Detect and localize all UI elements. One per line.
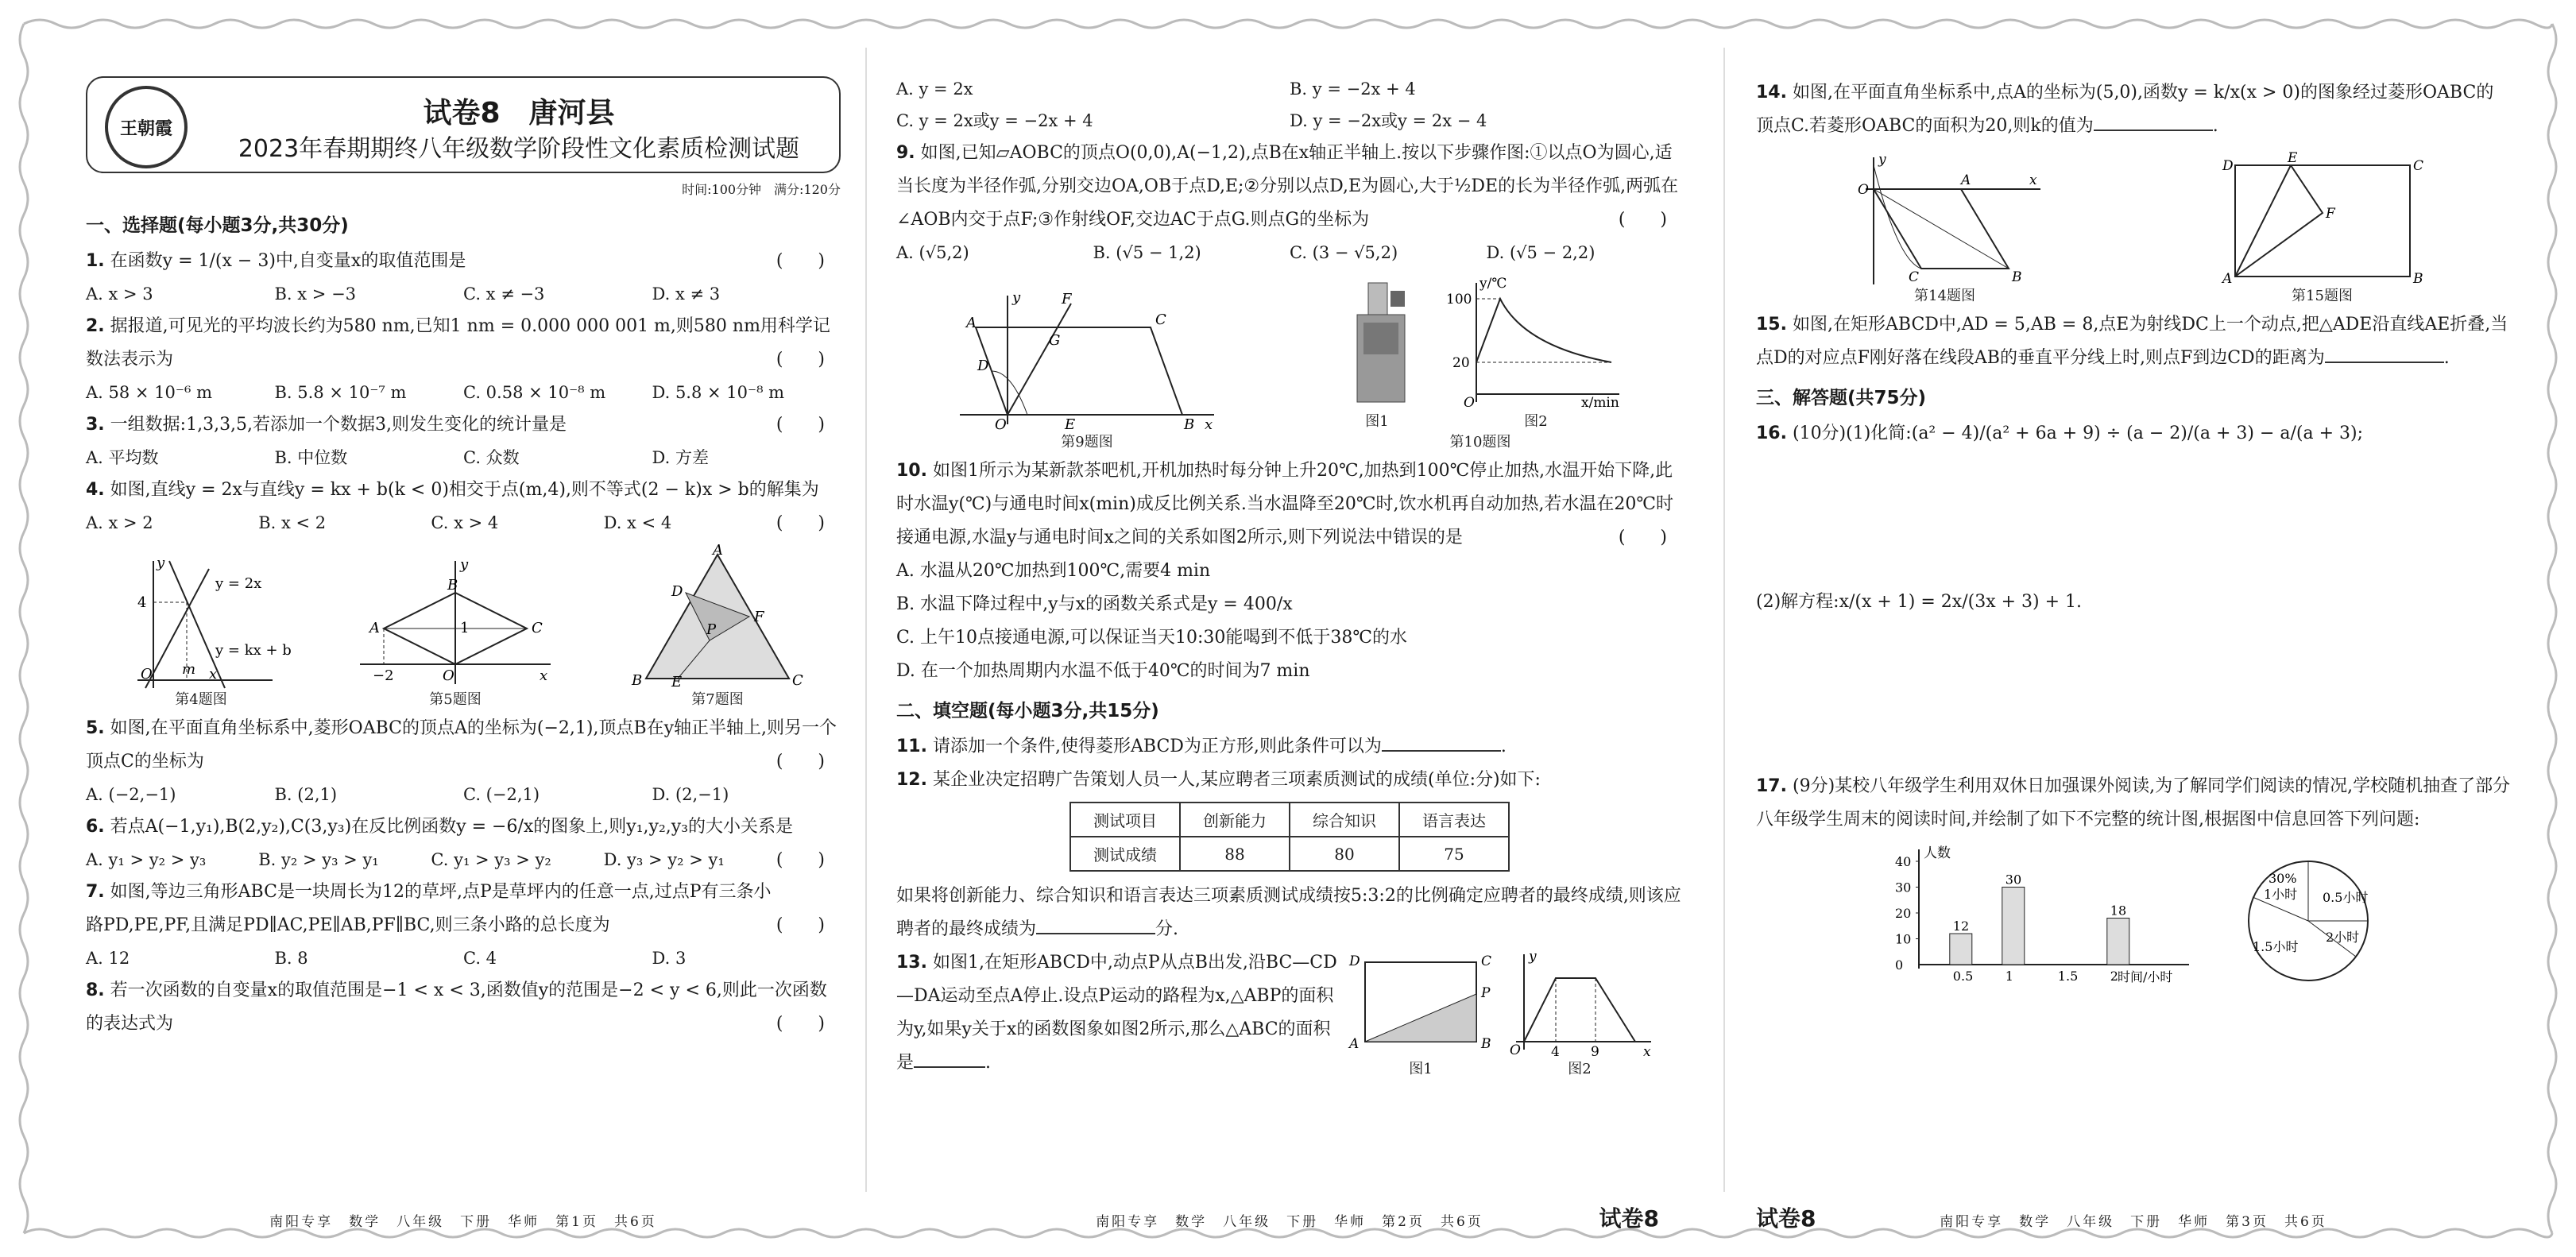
figure-15 (2219, 149, 2426, 305)
bar-value-label: 12 (1952, 919, 1970, 934)
option: C. x > 4 (431, 513, 499, 532)
qnum: 10. (896, 461, 927, 481)
question-13: 13. 如图1,在矩形ABCD中,动点P从点B出发,沿BC—CD—DA运动至点A停止.设点P运动的路程为x,△ABP的面积为y,如果y关于x的函数图象如图2所示,那么△ABC的面积是 . (896, 953, 1337, 1073)
label-e: E (2287, 150, 2297, 166)
y-tick-label: 30 (1895, 880, 1912, 895)
qtext: (10分)(1)化简: (1792, 424, 1912, 443)
label-x: x (1643, 1044, 1651, 1060)
pie-label-1h: 1小时 (2264, 887, 2298, 902)
caption: 第15题图 (2292, 288, 2353, 304)
label-a: A (1349, 1036, 1360, 1052)
x-tick-label: 0.5 (1952, 969, 1974, 984)
label-x: x (540, 667, 548, 684)
tick-4: 4 (1551, 1044, 1560, 1060)
question-16-part2 (1756, 586, 2511, 619)
qnum: 16. (1756, 424, 1787, 443)
logo-text: 王朝霞 (119, 118, 172, 139)
trapezoid-graph (1500, 946, 1659, 1058)
img1-label: 图1 (1365, 413, 1389, 430)
label-y: y (1878, 152, 1886, 168)
figure-13-2 (1500, 946, 1659, 1080)
figure-10-1 (1333, 275, 1421, 431)
label-f: F (754, 609, 764, 625)
label-m2: −2 (373, 667, 394, 684)
label-c: C (1481, 953, 1492, 969)
option: D. y₃ > y₂ > y₁ (603, 850, 725, 869)
score-table (1069, 802, 1510, 872)
qtext: 如图,等边三角形ABC是一块周长为12的草坪,点P是草坪内的任意一点,过点P有三条小路PD,PE,PF,且满足PD∥AC,PE∥AB,PF∥BC,则三条小路的总长度为 (86, 882, 772, 935)
label-c: C (532, 620, 543, 636)
question-13-block (896, 946, 1683, 1080)
answer-paren: ( ) (776, 850, 825, 870)
figures-9-10 (896, 275, 1683, 451)
option: C. y₁ > y₃ > y₂ (431, 850, 551, 869)
y-tick-label: 20 (1895, 906, 1912, 921)
tea-machine-icon (1333, 275, 1421, 410)
figure-4-diagram (122, 553, 292, 688)
table-header: 综合知识 (1290, 803, 1399, 837)
option: B. y = −2x + 4 (1290, 79, 1416, 99)
label-o: O (1510, 1042, 1521, 1058)
qtext: 如果将创新能力、综合知识和语言表达三项素质测试成绩按5:3:2的比例确定应聘者的最终成绩,则该应聘者的最终成绩为 (896, 886, 1681, 939)
bar-value-label: 18 (2110, 903, 2127, 919)
pie-percent: 30% (2269, 871, 2297, 886)
label-l2: y = kx + b (215, 642, 292, 659)
qnum: 13. (896, 953, 927, 973)
qtext: 某企业决定招聘广告策划人员一人,某应聘者三项素质测试的成绩(单位:分)如下: (932, 770, 1541, 790)
answer-paren: ( ) (776, 1014, 825, 1034)
question-12-after (896, 880, 1683, 946)
label-f: F (2325, 206, 2335, 222)
answer-paren: ( ) (1618, 210, 1667, 230)
figure-14-diagram (1842, 149, 2048, 284)
option: A. 平均数 (86, 448, 159, 467)
caption: 第14题图 (1914, 288, 1975, 304)
label-p: P (1481, 985, 1491, 1001)
question-3 (86, 408, 841, 442)
options-7 (86, 942, 841, 974)
footer-page-1: 南阳专享 数学 八年级 下册 华师 第1页 共6页 (269, 1214, 657, 1230)
tick-9: 9 (1591, 1044, 1599, 1060)
label-c: C (1908, 269, 1919, 285)
table-header: 语言表达 (1399, 803, 1509, 837)
option: D. 5.8 × 10⁻⁸ m (652, 383, 785, 402)
label-a: A (966, 315, 977, 331)
caption: 第7题图 (691, 691, 744, 708)
label-x: x (2029, 172, 2037, 188)
option: C. (−2,1) (463, 785, 540, 804)
table-header: 创新能力 (1180, 803, 1290, 837)
table-cell: 测试成绩 (1070, 837, 1180, 871)
answer-blank[interactable] (1036, 914, 1155, 934)
paper-label: 试卷8 (1756, 1205, 1816, 1232)
option: D. y = −2x或y = 2x − 4 (1290, 111, 1487, 130)
options-8 (896, 73, 1683, 137)
options-4 (86, 507, 776, 539)
label-o: O (1857, 182, 1869, 198)
qnum: 7. (86, 882, 105, 902)
label-a: A (1960, 172, 1971, 188)
table-cell: 75 (1399, 837, 1509, 871)
y-label: y/℃ (1479, 276, 1507, 292)
qtext: 如图,直线y = 2x与直线y = kx + b(k < 0)相交于点(m,4),则不等式(2 − k)x > b的解集为 (110, 480, 819, 500)
option-10b: B. 水温下降过程中,y与x的函数关系式是y = 400/x (896, 594, 1293, 614)
label-e: E (1065, 416, 1076, 433)
label-c: C (1155, 311, 1166, 328)
bar (1950, 934, 1972, 965)
option: A. (−2,−1) (86, 785, 176, 804)
option: B. y₂ > y₃ > y₁ (258, 850, 379, 869)
option: B. x > −3 (274, 284, 357, 304)
x-tick-label: 1 (2005, 969, 2013, 984)
label-e: E (671, 674, 683, 690)
x-tick-label: 1.5 (2057, 969, 2079, 984)
label-d: D (2222, 158, 2234, 174)
answer-paren: ( ) (1618, 528, 1667, 547)
qnum: 14. (1756, 83, 1787, 102)
table-row (1070, 837, 1509, 871)
label-y: y (157, 555, 165, 571)
option: C. 0.58 × 10⁻⁸ m (463, 383, 606, 402)
pie-label-05h: 0.5小时 (2323, 890, 2369, 905)
caption: 第4题图 (175, 691, 227, 708)
options-5 (86, 779, 841, 810)
qtext: 若一次函数的自变量x的取值范围是−1 < x < 3,函数值y的范围是−2 < y < 6,则此一次函数的表达式为 (86, 980, 827, 1034)
option: A. x > 2 (86, 513, 153, 532)
bar-chart (1879, 841, 2197, 984)
label-o: O (443, 667, 454, 684)
option: B. (2,1) (274, 785, 338, 804)
answer-space-16-2 (1756, 619, 2511, 770)
option: A. y₁ > y₂ > y₃ (86, 850, 207, 869)
label-c: C (2412, 158, 2423, 174)
tick-100: 100 (1446, 292, 1472, 307)
option: C. y = 2x或y = −2x + 4 (896, 111, 1093, 130)
paper-label: 试卷8 (1599, 1205, 1659, 1232)
options-2 (86, 377, 841, 408)
paper-title: 试卷8 唐河县 (423, 97, 615, 130)
img1-label: 图1 (1409, 1061, 1433, 1077)
figures-14-15 (1756, 149, 2511, 305)
qtext: (9分)某校八年级学生利用双休日加强课外阅读,为了解同学们阅读的情况,学校随机抽查了部分八年级学生周末的阅读时间,并绘制了如下不完整的统计图,根据图中信息回答下列问题: (1756, 776, 2511, 830)
label-x: x (1205, 416, 1213, 433)
expression-2: x/(x + 1) = 2x/(3x + 3) + 1. (1839, 592, 2083, 612)
y-tick-label: 10 (1895, 931, 1912, 947)
answer-paren: ( ) (776, 350, 825, 369)
qnum: 6. (86, 817, 105, 837)
label-y: y (1012, 289, 1021, 306)
label-o: O (995, 416, 1007, 433)
table-header: 测试项目 (1070, 803, 1180, 837)
options-1 (86, 278, 841, 310)
figure-7-diagram (630, 542, 805, 690)
question-16 (1756, 417, 2511, 451)
img2-label: 图2 (1524, 413, 1548, 430)
x-tick-label: 2 (2110, 969, 2118, 984)
option: D. x ≠ 3 (652, 284, 721, 304)
label-d: D (1349, 953, 1360, 969)
answer-paren: ( ) (776, 513, 825, 533)
question-1 (86, 245, 841, 278)
label-b: B (2412, 271, 2423, 287)
question-17 (1756, 770, 2511, 837)
caption: 第10题图 (1449, 434, 1511, 451)
qnum: 1. (86, 251, 105, 271)
label-b: B (447, 577, 458, 594)
question-14: 14. 如图,在平面直角坐标系中,点A的坐标为(5,0),函数y = k/x(x > 0)的图象经过菱形OABC的顶点C.若菱形OABC的面积为20,则k的值为 . (1756, 83, 2494, 136)
unit: 分. (1155, 919, 1179, 939)
qtext: 如图,在平面直角坐标系中,点A的坐标为(5,0),函数y = k/x(x > 0)的图象经过菱形OABC的顶点C.若菱形OABC的面积为20,则k的值为 (1756, 83, 2494, 136)
label-1: 1 (460, 620, 470, 636)
label-c: C (792, 672, 803, 689)
qnum: 4. (86, 480, 105, 500)
question-5 (86, 712, 841, 779)
option: C. x ≠ −3 (463, 284, 545, 304)
label-x: x (209, 666, 218, 683)
figure-15-diagram (2219, 149, 2426, 287)
logo (105, 86, 188, 168)
qtext: 如图,在平面直角坐标系中,菱形OABC的顶点A的坐标为(−2,1),顶点B在y轴正半轴上,则另一个顶点C的坐标为 (86, 718, 837, 772)
qnum: 5. (86, 718, 105, 738)
question-2 (86, 310, 841, 377)
caption: 第5题图 (429, 691, 482, 708)
option-10c: C. 上午10点接通电源,可以保证当天10:30能喝到不低于38℃的水 (896, 628, 1408, 648)
option: D. x < 4 (603, 513, 672, 532)
option: D. 方差 (652, 448, 709, 467)
column-3 (1756, 76, 2511, 1232)
option: A. (√5,2) (896, 243, 969, 262)
qnum: 12. (896, 770, 927, 790)
temperature-graph (1445, 275, 1627, 410)
option: A. 58 × 10⁻⁶ m (86, 383, 212, 402)
answer-blank[interactable] (914, 1047, 985, 1068)
table-row (1070, 803, 1509, 837)
answer-blank[interactable] (2325, 342, 2444, 363)
img2-label: 图2 (1568, 1061, 1592, 1077)
question-15: 15. 如图,在矩形ABCD中,AD = 5,AB = 8,点E为射线DC上一个动点,把△ADE沿直线AE折叠,当点D的对应点F刚好落在线段AB的垂直平分线上时,则点F到边CD的距离为 . (1756, 315, 2508, 368)
option: B. 8 (274, 949, 308, 968)
options-6 (86, 844, 776, 876)
figure-14 (1842, 149, 2048, 305)
label-y: y (1529, 949, 1537, 965)
option: B. 5.8 × 10⁻⁷ m (274, 383, 407, 402)
option: C. 4 (463, 949, 497, 968)
bar (2107, 919, 2129, 965)
qtext: 如图,已知▱AOBC的顶点O(0,0),A(−1,2),点B在x轴正半轴上.按以下步骤作图:①以点O为圆心,适当长度为半径作弧,分别交边OA,OB于点D,E;②分别以点D,E为圆心,大于½DE的长为半径作弧,两弧在∠AOB内交于点F;③作射线OF,交边AC于点G.则点G的坐标为 (896, 143, 1679, 230)
label-l1: y = 2x (215, 575, 262, 592)
label-a: A (713, 542, 723, 559)
option: D. 3 (652, 949, 687, 968)
qnum: 8. (86, 980, 105, 1000)
label-a: A (2222, 271, 2232, 287)
table-cell: 88 (1180, 837, 1290, 871)
statistics-charts (1756, 841, 2511, 984)
label-m: m (182, 661, 196, 678)
label-d: D (671, 583, 683, 600)
section-answer: 三、解答题(共75分) (1756, 388, 1927, 408)
y-tick-label: 0 (1895, 957, 1904, 973)
question-11: 11. 请添加一个条件,使得菱形ABCD为正方形,则此条件可以为 . (896, 730, 1683, 764)
label-4: 4 (137, 594, 147, 611)
figure-10-2 (1445, 275, 1627, 431)
question-7 (86, 876, 841, 942)
qnum: 9. (896, 143, 915, 163)
qtext: (2)解方程: (1756, 592, 1839, 612)
figure-9 (952, 288, 1222, 451)
option-10d: D. 在一个加热周期内水温不低于40℃的时间为7 min (896, 661, 1310, 681)
qnum: 2. (86, 316, 105, 336)
option: B. (√5 − 1,2) (1093, 243, 1201, 262)
label-o: O (141, 666, 153, 683)
paper-subtitle: 2023年春期期终八年级数学阶段性文化素质检测试题 (238, 135, 800, 163)
column-1 (86, 76, 841, 1230)
option: A. x > 3 (86, 284, 153, 304)
option: C. 众数 (463, 448, 520, 467)
qtext: 据报道,可见光的平均波长约为580 nm,已知1 nm = 0.000 000 001 m,则580 nm用科学记数法表示为 (86, 316, 830, 369)
qtext: 如图,在矩形ABCD中,AD = 5,AB = 8,点E为射线DC上一个动点,把△ADE沿直线AE折叠,当点D的对应点F刚好落在线段AB的垂直平分线上时,则点F到边CD的距离为 (1756, 315, 2508, 368)
answer-blank[interactable] (1382, 731, 1501, 752)
label-b: B (1481, 1036, 1491, 1052)
caption: 第9题图 (1061, 434, 1113, 451)
label-d: D (977, 358, 989, 374)
answer-paren: ( ) (776, 915, 825, 935)
label-a: A (369, 620, 380, 636)
x-label: x/min (1581, 395, 1619, 411)
title-box (86, 76, 841, 173)
x-axis-label: 时间/小时 (2118, 969, 2173, 984)
qtext: 如图1所示为某新款茶吧机,开机加热时每分钟上升20℃,加热到100℃停止加热,水温开始下降,此时水温y(℃)与通电时间x(min)成反比例关系.当水温降至20℃时,饮水机再自动加热,若水温在20℃时接通电源,水温y与通电时间x之间的关系如图2所示,则下列说法中错误的是 (896, 461, 1674, 547)
answer-paren: ( ) (776, 415, 825, 435)
section-fill: 二、填空题(每小题3分,共15分) (896, 701, 1159, 721)
qnum: 3. (86, 415, 105, 435)
label-b: B (2011, 269, 2021, 285)
expression-1: (a² − 4)/(a² + 6a + 9) ÷ (a − 2)/(a + 3) − a/(a + 3); (1911, 424, 2364, 443)
rectangle-diagram (1341, 946, 1500, 1058)
qnum: 15. (1756, 315, 1787, 335)
answer-blank[interactable] (2094, 110, 2213, 131)
footer-page-3: 南阳专享 数学 八年级 下册 华师 第3页 共6页 (1940, 1214, 2327, 1230)
option: B. x < 2 (258, 513, 327, 532)
question-8 (86, 974, 841, 1041)
y-tick-label: 40 (1895, 854, 1912, 869)
option: D. (√5 − 2,2) (1486, 243, 1595, 262)
question-9 (896, 137, 1683, 237)
pie-chart (2229, 849, 2388, 984)
option: A. y = 2x (896, 79, 973, 99)
pie-label-2h: 2小时 (2326, 930, 2360, 945)
question-10 (896, 454, 1683, 555)
answer-paren: ( ) (776, 752, 825, 772)
figure-5 (352, 553, 559, 709)
section-choice: 一、选择题(每小题3分,共30分) (86, 215, 349, 236)
y-axis-label: 人数 (1924, 845, 1951, 861)
figures-4-5-7 (86, 542, 841, 709)
figure-13-1 (1341, 946, 1500, 1080)
qtext: 请添加一个条件,使得菱形ABCD为正方形,则此条件可以为 (932, 737, 1382, 756)
label-f: F (1062, 291, 1072, 307)
footer-page-2: 南阳专享 数学 八年级 下册 华师 第2页 共6页 (1096, 1214, 1483, 1230)
table-cell: 80 (1290, 837, 1399, 871)
qtext: 若点A(−1,y₁),B(2,y₂),C(3,y₃)在反比例函数y = −6/x的图象上,则y₁,y₂,y₃的大小关系是 (110, 817, 794, 837)
column-2 (896, 73, 1683, 1232)
options-9 (896, 237, 1683, 269)
qnum: 17. (1756, 776, 1787, 796)
bar-value-label: 30 (2005, 872, 2022, 888)
option: C. (3 − √5,2) (1290, 243, 1398, 262)
figure-5-diagram (352, 553, 559, 688)
bar (2002, 888, 2025, 965)
options-3 (86, 442, 841, 474)
option: D. (2,−1) (652, 785, 729, 804)
qtext: 如图1,在矩形ABCD中,动点P从点B出发,沿BC—CD—DA运动至点A停止.设点P运动的路程为x,△ABP的面积为y,如果y关于x的函数图象如图2所示,那么△ABC的面积是 (896, 953, 1337, 1073)
label-b: B (632, 672, 643, 689)
answer-space-16-1 (1756, 451, 2511, 586)
option-10a: A. 水温从20℃加热到100℃,需要4 min (896, 561, 1211, 581)
label-o: O (1464, 395, 1475, 411)
pie-label-15h: 1.5小时 (2253, 939, 2299, 954)
qnum: 11. (896, 737, 927, 756)
figure-10 (1333, 275, 1627, 451)
question-12 (896, 764, 1683, 797)
tick-20: 20 (1452, 355, 1470, 371)
figure-7 (630, 542, 805, 709)
label-g: G (1049, 332, 1061, 349)
label-b: B (1184, 416, 1195, 433)
option: B. 中位数 (274, 448, 348, 467)
label-p: P (706, 621, 717, 638)
qtext: 在函数y = 1/(x − 3)中,自变量x的取值范围是 (110, 251, 466, 271)
figure-9-diagram (952, 288, 1222, 431)
answer-paren: ( ) (776, 251, 825, 271)
option: A. 12 (86, 949, 130, 968)
label-y: y (460, 556, 469, 573)
qtext: 一组数据:1,3,3,5,若添加一个数据3,则发生变化的统计量是 (110, 415, 567, 435)
time-score: 时间:100分钟 满分:120分 (682, 182, 841, 197)
figure-4 (122, 553, 292, 709)
